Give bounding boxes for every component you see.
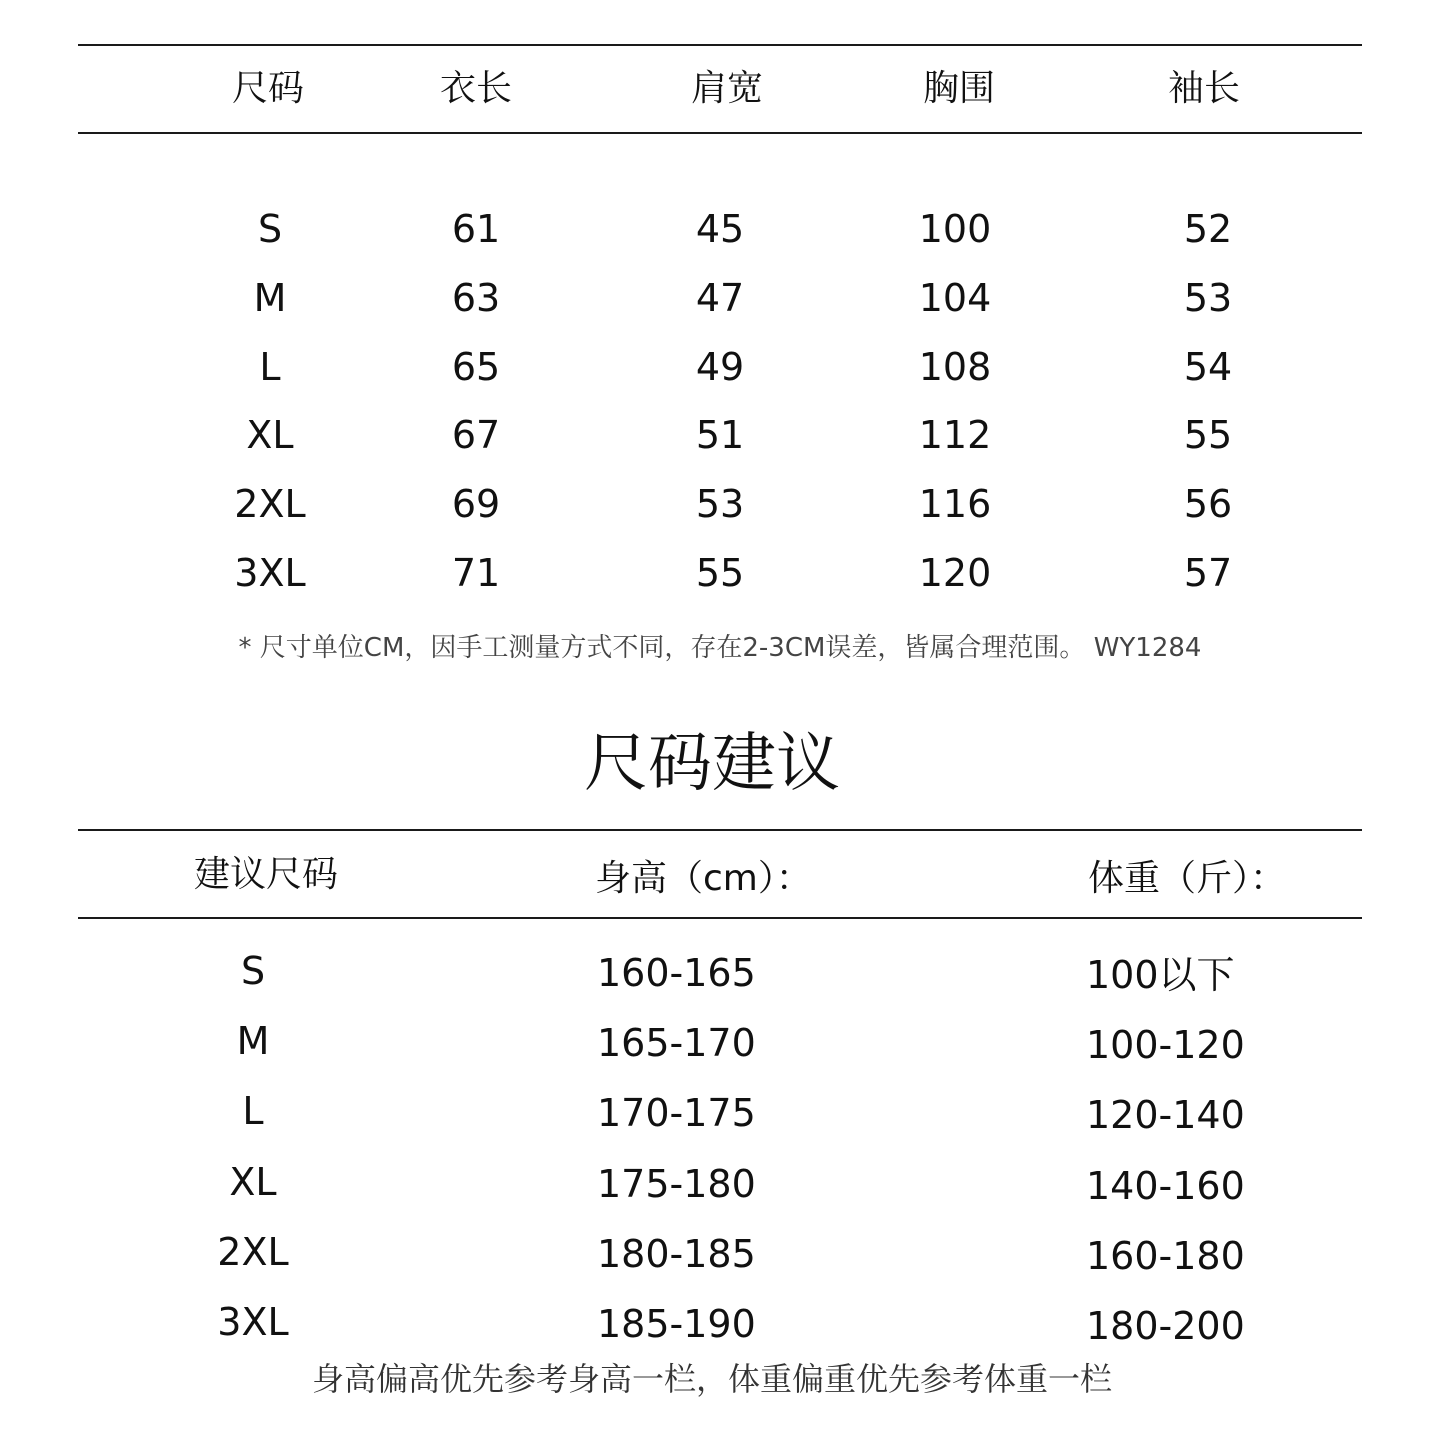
cell-recommended-size: S — [240, 949, 266, 993]
cell-length: 65 — [451, 344, 501, 389]
header-length: 衣长 — [439, 68, 513, 109]
cell-recommended-size: M — [236, 1019, 270, 1064]
recommend-header-rule — [78, 917, 1362, 919]
cell-sleeve: 55 — [1183, 413, 1233, 458]
cell-chest: 116 — [918, 482, 992, 527]
header-weight: 体重（斤）： — [1088, 858, 1287, 899]
header-chest: 胸围 — [922, 68, 996, 109]
recommend-footer-note: 身高偏高优先参考身高一栏，体重偏重优先参考体重一栏 — [311, 1360, 1113, 1398]
cell-length: 63 — [451, 275, 501, 320]
size-chart-top-rule — [78, 44, 1362, 46]
cell-sleeve: 53 — [1183, 275, 1233, 320]
cell-height-range: 175-180 — [597, 1161, 756, 1206]
header-recommended-size: 建议尺码 — [194, 854, 339, 895]
cell-height-range: 180-185 — [597, 1231, 756, 1276]
cell-length: 69 — [451, 482, 501, 527]
cell-height-range: 160-165 — [597, 951, 756, 995]
cell-height-range: 185-190 — [597, 1302, 756, 1346]
cell-length: 71 — [451, 551, 501, 595]
cell-weight-range: 160-180 — [1086, 1233, 1245, 1278]
cell-recommended-size: 3XL — [217, 1300, 289, 1344]
cell-size: XL — [246, 413, 294, 458]
header-height: 身高（cm）： — [595, 858, 812, 899]
cell-shoulder: 53 — [695, 482, 745, 527]
cell-weight-range: 140-160 — [1086, 1163, 1245, 1208]
header-size: 尺码 — [231, 68, 305, 109]
cell-height-range: 170-175 — [597, 1091, 756, 1136]
cell-shoulder: 51 — [695, 413, 745, 458]
size-chart-header-rule — [78, 132, 1362, 134]
cell-length: 61 — [451, 207, 501, 251]
cell-shoulder: 55 — [695, 551, 745, 595]
cell-shoulder: 47 — [695, 275, 745, 320]
cell-chest: 100 — [918, 207, 992, 251]
cell-sleeve: 56 — [1183, 482, 1233, 527]
cell-sleeve: 52 — [1183, 207, 1233, 251]
cell-chest: 120 — [918, 551, 992, 595]
cell-height-range: 165-170 — [597, 1021, 756, 1066]
cell-shoulder: 45 — [695, 207, 745, 251]
cell-size: M — [253, 275, 287, 320]
cell-recommended-size: XL — [229, 1159, 277, 1204]
header-sleeve: 袖长 — [1167, 68, 1241, 109]
cell-size: L — [259, 344, 281, 389]
cell-weight-range: 100以下 — [1086, 953, 1235, 997]
cell-size: S — [257, 207, 283, 251]
cell-weight-range: 120-140 — [1086, 1093, 1245, 1138]
cell-chest: 108 — [918, 344, 992, 389]
header-shoulder: 肩宽 — [690, 68, 764, 109]
cell-weight-range: 180-200 — [1086, 1304, 1245, 1348]
cell-length: 67 — [451, 413, 501, 458]
cell-chest: 104 — [918, 275, 992, 320]
cell-chest: 112 — [918, 413, 992, 458]
cell-size: 3XL — [234, 551, 306, 595]
measurement-note: * 尺寸单位CM，因手工测量方式不同，存在2-3CM误差，皆属合理范围。 WY1284 — [238, 633, 1202, 663]
cell-size: 2XL — [234, 482, 306, 527]
cell-sleeve: 57 — [1183, 551, 1233, 595]
cell-sleeve: 54 — [1183, 344, 1233, 389]
cell-weight-range: 100-120 — [1086, 1023, 1245, 1068]
cell-recommended-size: 2XL — [217, 1229, 289, 1274]
recommend-title: 尺码建议 — [584, 727, 840, 801]
recommend-top-rule — [78, 829, 1362, 831]
cell-shoulder: 49 — [695, 344, 745, 389]
cell-recommended-size: L — [242, 1089, 264, 1134]
